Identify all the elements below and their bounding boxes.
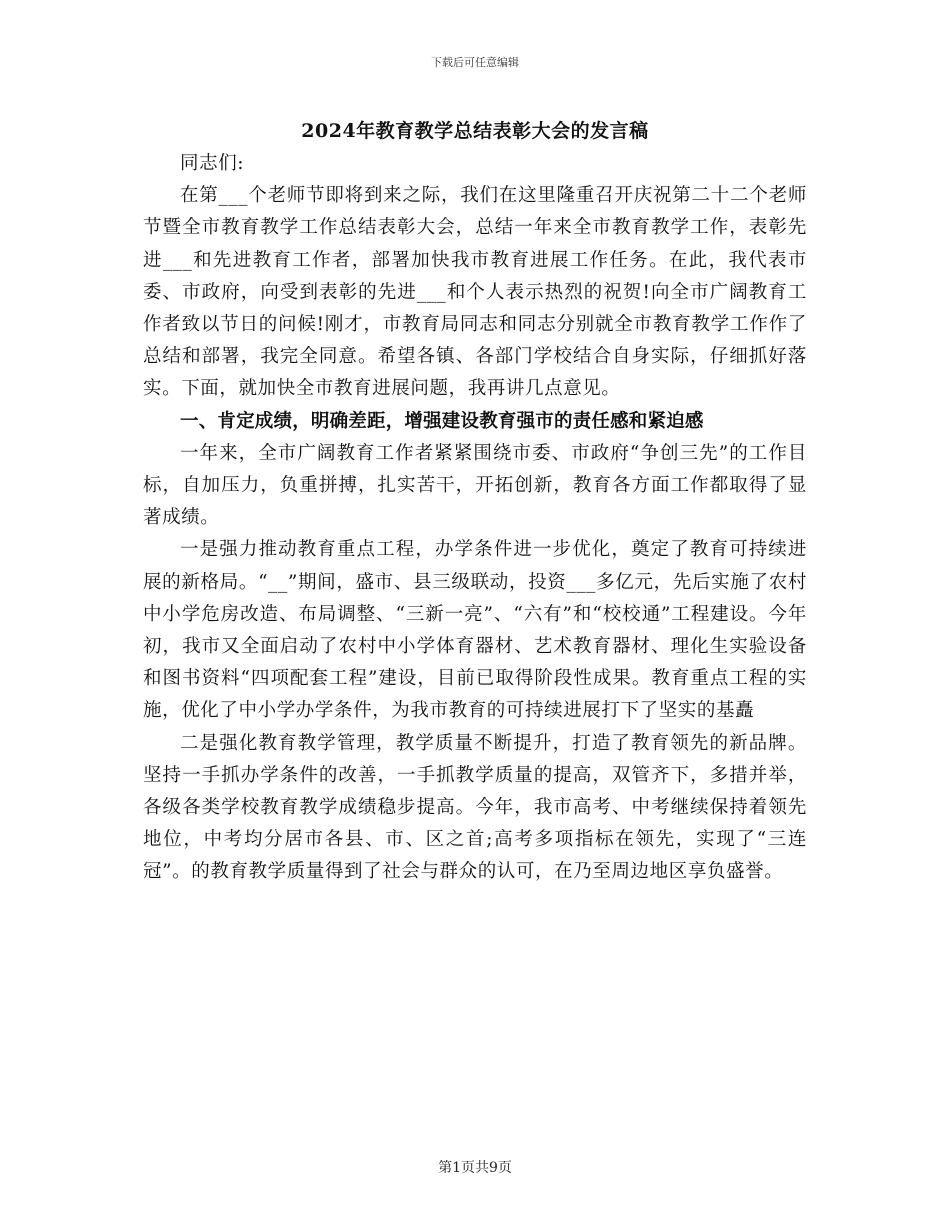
section-heading: 一、肯定成绩，明确差距，增强建设教育强市的责任感和紧迫感 <box>180 410 704 432</box>
body-paragraph: 一是强力推动教育重点工程，办学条件进一步优化，奠定了教育可持续进展的新格局。“__”期间，盛市、县三级联动，投资___多亿元，先后实施了农村中小学危房改造、布局调整、“三新一亮”、“六有”和“校校通”工程建设。今年初，我市又全面启动了农村中小学体育器材、艺术教育器材、理化生实验设备和图书资料“四项配套工程”建设，目前已取得阶段性成果。教育重点工程的实施，优化了中小学办学条件，为我市教育的可持续进展打下了坚实的基矗 <box>143 539 807 722</box>
document-title: 2024年教育教学总结表彰大会的发言稿 <box>301 120 649 142</box>
salutation-paragraph: 同志们: <box>180 153 245 174</box>
page-footer: 第1页共9页 <box>438 1160 512 1176</box>
body-paragraph: 一年来，全市广阔教育工作者紧紧围绕市委、市政府“争创三先”的工作目标，自加压力，负重拼搏，扎实苦干，开拓创新，教育各方面工作都取得了显著成绩。 <box>143 442 807 529</box>
body-paragraph: 二是强化教育教学管理，教学质量不断提升，打造了教育领先的新品牌。坚持一手抓办学条件的改善，一手抓教学质量的提高，双管齐下，多措并举，各级各类学校教育教学成绩稳步提高。今年，我市高考、中考继续保持着领先地位，中考均分居市各县、市、区之首;高考多项指标在领先，实现了“三连冠”。的教育教学质量得到了社会与群众的认可，在乃至周边地区享负盛誉。 <box>143 732 807 883</box>
header-note: 下载后可任意编辑 <box>431 56 519 69</box>
intro-paragraph: 在第___个老师节即将到来之际，我们在这里隆重召开庆祝第二十二个老师节暨全市教育教学工作总结表彰大会，总结一年来全市教育教学工作，表彰先进___和先进教育工作者，部署加快我市教育进展工作任务。在此，我代表市委、市政府，向受到表彰的先进___和个人表示热烈的祝贺!向全市广阔教育工作者致以节日的问候!刚才，市教育局同志和同志分别就全市教育教学工作作了总结和部署，我完全同意。希望各镇、各部门学校结合自身实际，仔细抓好落实。下面，就加快全市教育进展问题，我再讲几点意见。 <box>143 185 807 400</box>
document-body <box>143 148 807 889</box>
